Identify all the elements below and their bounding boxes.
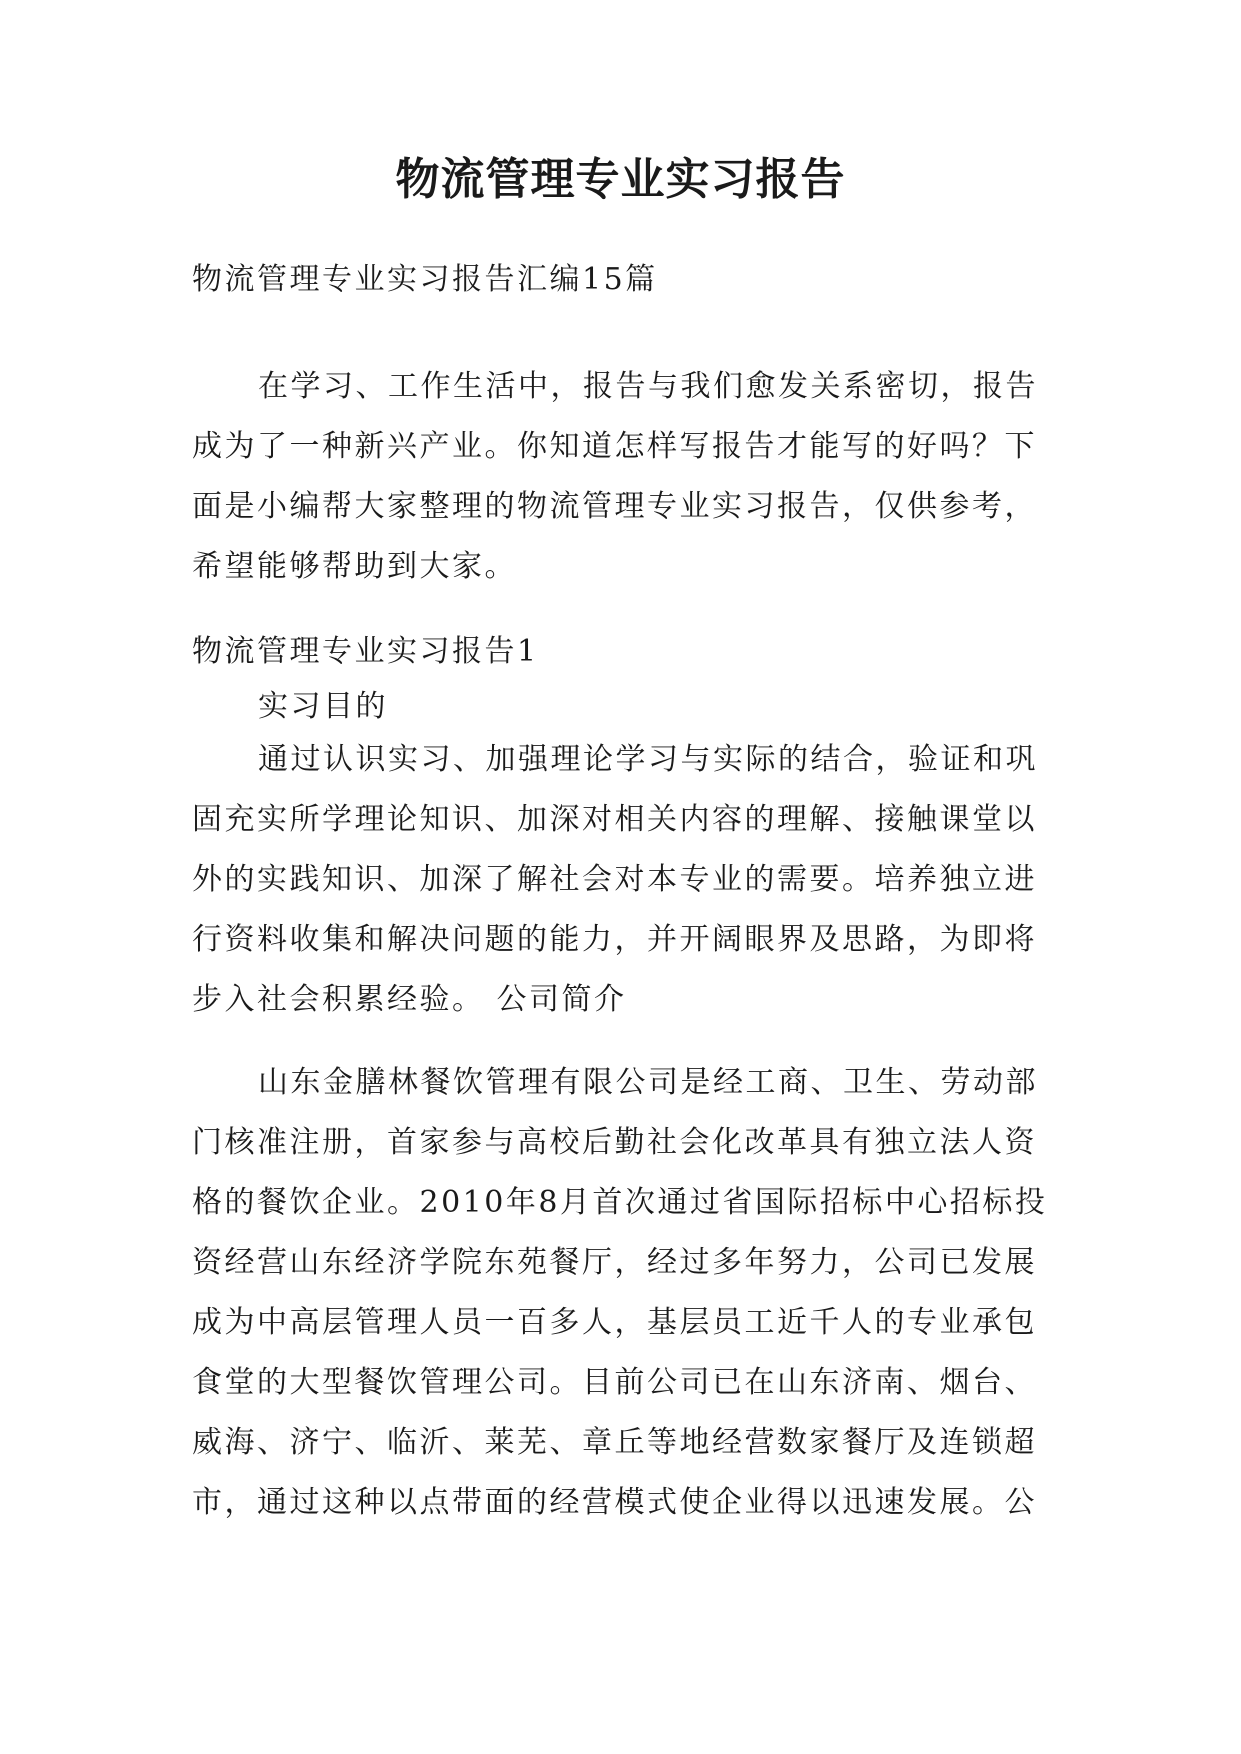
intro-paragraph [192,357,1052,597]
company-line: 门核准注册，首家参与高校后勤社会化改革具有独立法人资 [192,1125,1037,1160]
purpose-line: 固充实所学理论知识、加深对相关内容的理解、接触课堂以 [192,802,1037,837]
purpose-line: 步入社会积累经验。 公司简介 [192,982,627,1017]
section-heading [192,622,1052,682]
section-heading-text: 物流管理专业实习报告1 [192,634,539,669]
intro-line: 面是小编帮大家整理的物流管理专业实习报告，仅供参考， [192,489,1037,524]
company-paragraph [192,1053,1052,1533]
purpose-line: 通过认识实习、加强理论学习与实际的结合，验证和巩 [258,742,1038,777]
purpose-line: 外的实践知识、加深了解社会对本专业的需要。培养独立进 [192,862,1037,897]
company-line: 资经营山东经济学院东苑餐厅，经过多年努力，公司已发展 [192,1245,1037,1280]
document-title: 物流管理专业实习报告 [395,154,846,205]
company-line: 威海、济宁、临沂、莱芜、章丘等地经营数家餐厅及连锁超 [192,1425,1037,1460]
section-subheading-text: 实习目的 [258,689,388,724]
intro-line: 希望能够帮助到大家。 [192,549,517,584]
purpose-line: 行资料收集和解决问题的能力，并开阔眼界及思路，为即将 [192,922,1037,957]
company-line: 食堂的大型餐饮管理公司。目前公司已在山东济南、烟台、 [192,1365,1037,1400]
company-line: 格的餐饮企业。2010年8月首次通过省国际招标中心招标投 [192,1185,1048,1220]
section-subheading [192,677,1052,737]
company-line: 市，通过这种以点带面的经营模式使企业得以迅速发展。公 [192,1485,1037,1520]
company-line: 成为中高层管理人员一百多人，基层员工近千人的专业承包 [192,1305,1037,1340]
document-subtitle [192,250,1052,310]
intro-line: 成为了一种新兴产业。你知道怎样写报告才能写的好吗？下 [192,429,1037,464]
subtitle-line: 物流管理专业实习报告汇编15篇 [192,262,658,297]
intro-line: 在学习、工作生活中，报告与我们愈发关系密切，报告 [258,369,1038,404]
purpose-paragraph [192,730,1052,1030]
company-line: 山东金膳林餐饮管理有限公司是经工商、卫生、劳动部 [258,1065,1038,1100]
